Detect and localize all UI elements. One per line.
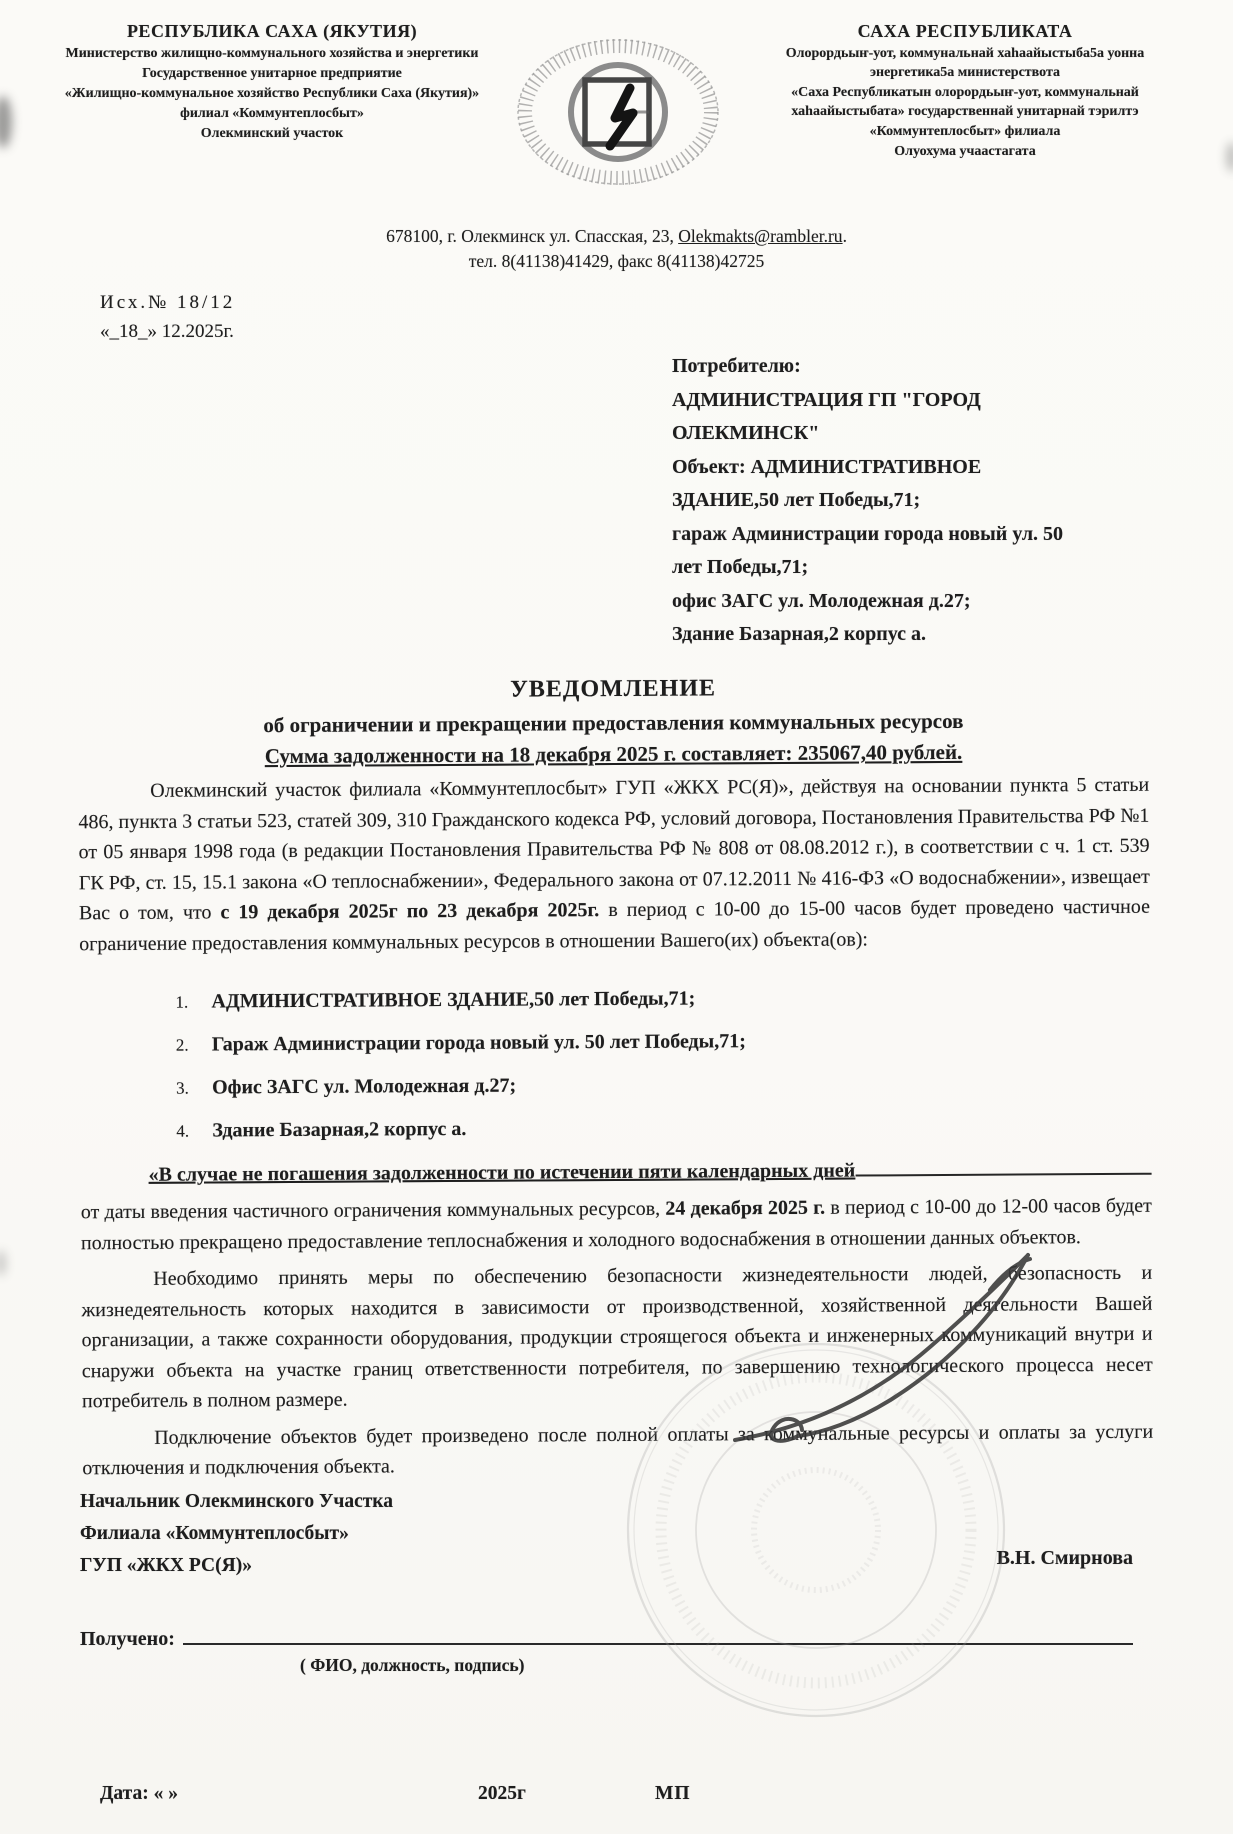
recipient-line: Объект: АДМИНИСТРАТИВНОЕ ЗДАНИЕ,50 лет Победы,71; (672, 455, 982, 511)
object-list-item (176, 1060, 1151, 1109)
object-list (79, 974, 1151, 1153)
notice-title: УВЕДОМЛЕНИЕ (510, 674, 717, 703)
text-segment: в период с 10-00 до 15-00 часов будет проведено частичное ограничение предоставления коммунальных ресурсов в отношении Вашего(их) объекта(ов): (79, 895, 1151, 955)
warning-paragraph (81, 1190, 1152, 1258)
letterhead-line: Министерство жилищно-коммунального хозяйства и энергетики (65, 46, 479, 61)
list-number: 3. (175, 1078, 189, 1098)
warning-lead-text: «В случае не погашения задолженности по истечении пяти календарных дней (148, 1159, 856, 1186)
letterhead-line: Олекминский участок (200, 126, 344, 141)
text-segment: от даты введения частичного ограничения коммунальных ресурсов, (80, 1197, 666, 1223)
text-segment: Олекминский участок филиала «Коммунтеплосбыт» ГУП «ЖКХ РС(Я)», действуя на основании пункта 5 статьи 486, пункта 3 статьи 523, статей 309, 310 Гражданского кодекса РФ, условий договора, Постановления Правительства РФ №1 от 05 января 1998 года (в редакции Постановления Правительства РФ № 808 от 08.08.2012 г.), в соответствии с ч. 1 ст. 539 ГК РФ, ст. 15, 15.1 закона «О теплоснабжении», Федерального закона от 07.12.2011 № 416-ФЗ «О водоснабжении», извещает Вас о том, что (78, 773, 1150, 924)
list-text: Гараж Администрации города новый ул. 50 лет Победы,71; (211, 1029, 746, 1055)
signer-position-line: ГУП «ЖКХ РС(Я)» (80, 1555, 252, 1576)
stamp-place-label: МП (655, 1783, 691, 1804)
recipient-line: офис ЗАГС ул. Молодежная д.27; (672, 589, 971, 612)
scan-artifact (1226, 142, 1233, 172)
signer-position-line: Филиала «Коммунтеплосбыт» (80, 1523, 349, 1544)
scan-artifact (0, 1250, 6, 1276)
signature-block (80, 1486, 1151, 1582)
signer-position-line: Начальник Олекминского Участка (80, 1491, 393, 1512)
recipient-block (672, 350, 1090, 652)
safety-paragraph: Необходимо принять меры по обеспечению безопасности жизнедеятельности людей, безопасность и жизнедеятельность которых находится в зависимости от производственной, хозяйственной деятельности Вашей организации, а также сохранности оборудования, продукции строящегося объекта и инженерных коммуникаций внутри и снаружи объекта на участке границ ответственности потребителя, по завершению технологического процесса несет потребитель в полном размере. (81, 1261, 1153, 1412)
object-list-item (176, 1017, 1151, 1066)
signer-name: В.Н. Смирнова (996, 1547, 1133, 1569)
recipient-line: гараж Администрации города новый ул. 50 лет Победы,71; (672, 522, 1064, 578)
letterhead-line: «Жилищно-коммунальное хозяйство Республики Саха (Якутия)» (64, 86, 480, 101)
text-segment: в период с 10-00 до 12-00 часов будет полностью прекращено предоставление теплоснабжения и холодного водоснабжения в отношении данных объектов. (80, 1194, 1152, 1254)
notice-subtitle: об ограничении и прекращении предоставления коммунальных ресурсов (263, 708, 964, 737)
letterhead-line: «Саха Республикатын олорордьыҥ-уот, коммунальнай хаhаайыстыбата» государственнай унитарнай тэрилтэ (791, 85, 1139, 119)
contact-phone-line: тел. 8(41138)41429, факс 8(41138)42725 (468, 251, 765, 271)
list-number: 4. (176, 1121, 190, 1141)
text-segment: 678100, г. Олекминск ул. Спасская, 23, (386, 226, 679, 246)
received-hint: ( ФИО, должность, подпись) (300, 1655, 525, 1675)
reconnect-paragraph: Подключение объектов будет произведено после полной оплаты за коммунальные ресурсы и оплаты за услуги отключения и подключения объекта. (82, 1419, 1154, 1479)
signer-position (80, 1486, 560, 1582)
letterhead-line: Олуохума учаастагата (894, 144, 1036, 159)
year-label: 2025г (478, 1783, 526, 1804)
letterhead (0, 0, 1233, 194)
ref-number: Исх.№ 18/12 (100, 292, 236, 313)
list-text: Здание Базарная,2 корпус а. (212, 1117, 467, 1141)
letterhead-line: РЕСПУБЛИКА САХА (ЯКУТИЯ) (126, 21, 418, 41)
recipient-line: Здание Базарная,2 корпус а. (672, 623, 926, 645)
received-line (80, 1628, 1133, 1651)
date-label: Дата: « » (100, 1783, 178, 1804)
received-label: Получено: (80, 1628, 175, 1650)
lightning-emblem-icon (511, 36, 726, 194)
outgoing-ref (100, 288, 380, 346)
letterhead-line: «Коммунтеплосбыт» филиала (869, 124, 1061, 139)
warning-lead-line (80, 1152, 1151, 1191)
recipient-line: АДМИНИСТРАЦИЯ ГП "ГОРОД ОЛЕКМИНСК" (672, 388, 981, 444)
list-number: 2. (175, 1035, 189, 1055)
list-text: Офис ЗАГС ул. Молодежная д.27; (211, 1074, 517, 1098)
list-number: 1. (175, 992, 189, 1012)
letterhead-right-yakut (745, 22, 1185, 194)
contact-block (0, 224, 1233, 274)
object-list-item (176, 1103, 1151, 1152)
text-segment: . (842, 226, 847, 246)
org-emblem (504, 22, 734, 194)
text-segment: с 19 декабря 2025г по 23 декабря 2025г. (220, 898, 600, 923)
legal-paragraph (78, 769, 1150, 959)
object-list-item (175, 974, 1150, 1023)
letterhead-line: САХА РЕСПУБЛИКАТА (857, 21, 1073, 41)
text-segment: Olekmakts@rambler.ru (678, 226, 843, 246)
letterhead-line: Государственное унитарное предприятие (142, 66, 402, 81)
ref-date: «_18_» 12.2025г. (100, 321, 234, 342)
letterhead-line: Олорордьыҥ-уот, коммунальнай хаhаайыстыба5а уонна энергетика5а министерствота (785, 46, 1145, 80)
notice-body (78, 672, 1154, 1483)
text-segment: 24 декабря 2025 г. (665, 1196, 826, 1220)
list-text: АДМИНИСТРАТИВНОЕ ЗДАНИЕ,50 лет Победы,71; (211, 987, 696, 1012)
letterhead-left-russian (52, 22, 492, 194)
debt-amount-line: Сумма задолженности на 18 декабря 2025 г. составляет: 235067,40 рублей. (264, 739, 963, 768)
recipient-line: Потребителю: (672, 355, 801, 377)
contact-address-line (0, 224, 1233, 249)
letterhead-line: филиал «Коммунтеплосбыт» (180, 106, 364, 121)
